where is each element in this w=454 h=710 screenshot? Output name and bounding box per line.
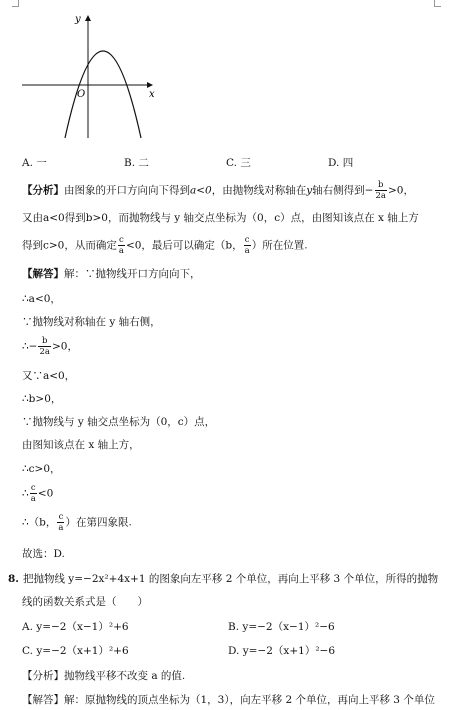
analysis-line-3: 得到c>0，从而确定 $\frac{c}{a}$ <0，最后可以确定（b， $\frac{c}{a}$ ）所在位置. — [22, 235, 308, 256]
solution-line-9: ∴c>0， — [22, 463, 61, 475]
question-number: 8. — [8, 573, 19, 585]
option-b[interactable]: B. 二 — [124, 157, 149, 169]
q8-option-c[interactable]: C. y=−2（x+1）²+6 — [22, 645, 129, 657]
solution-line-4: ∴− $\frac{b}{2a}$ >0， — [22, 336, 78, 357]
option-c[interactable]: C. 三 — [226, 157, 251, 169]
option-a[interactable]: A. 一 — [22, 157, 47, 169]
parabola-graph — [20, 8, 170, 148]
solution-line-7: ∵抛物线与 y 轴交点坐标为（0，c）点， — [22, 416, 216, 428]
analysis-line-1: 【分析】由图象的开口方向向下得到a<0，由抛物线对称轴在y轴右侧得到− $\frac{b}{2a}$ >0， — [22, 180, 414, 201]
fraction: $\frac{c}{a}$ — [244, 235, 250, 256]
solution-line-2: ∴a<0， — [22, 293, 61, 305]
analysis-tag: 【分析】 — [22, 184, 64, 197]
origin-label: O — [77, 89, 86, 100]
solution-line-8: 由图知该点在 x 轴上方， — [22, 439, 140, 451]
analysis-line-2: 又由a<0得到b>0，而抛物线与 y 轴交点坐标为（0，c）点，由图知该点在 x 轴上方 — [22, 212, 419, 224]
q8-solution: 【解答】解：原抛物线的顶点坐标为（1，3），向左平移 2 个单位，再向上平移 3 个单位 — [22, 694, 435, 706]
option-d[interactable]: D. 四 — [328, 157, 354, 169]
answer-line: 故选：D. — [22, 548, 65, 560]
q8-option-a[interactable]: A. y=−2（x−1）²+6 — [22, 621, 129, 633]
fraction: $\frac{c}{a}$ — [58, 512, 64, 533]
fraction: $\frac{b}{2a}$ — [375, 180, 386, 201]
solution-tag: 【解答】 — [22, 268, 64, 280]
fraction: $\frac{c}{a}$ — [118, 235, 124, 256]
solution-line-10: ∴ $\frac{c}{a}$ <0 — [22, 483, 54, 504]
solution-line-1: 【解答】解：∵抛物线开口方向向下， — [22, 268, 201, 280]
q8-option-d[interactable]: D. y=−2（x+1）²−6 — [228, 645, 336, 657]
q8-option-b[interactable]: B. y=−2（x−1）²−6 — [228, 621, 335, 633]
x-axis-label: x — [149, 89, 155, 100]
q8-stem-line-1: 8. 把抛物线 y=−2x²+4x+1 的图象向左平移 2 个单位，再向上平移 3 个单位，所得的抛物 — [8, 573, 439, 585]
corner-mark-tr — [434, 0, 441, 7]
solution-line-6: ∴b>0， — [22, 393, 62, 405]
solution-line-5: 又∵a<0， — [22, 370, 76, 382]
y-axis-label: y — [75, 14, 81, 25]
corner-mark-tl — [12, 0, 19, 7]
solution-line-11: ∴（b， $\frac{c}{a}$ ）在第四象限. — [22, 512, 132, 533]
q8-analysis: 【分析】抛物线平移不改变 a 的值. — [22, 670, 186, 682]
fraction: $\frac{b}{2a}$ — [39, 336, 50, 357]
solution-line-3: ∵抛物线对称轴在 y 轴右侧， — [22, 316, 161, 328]
fraction: $\frac{c}{a}$ — [30, 483, 36, 504]
q8-stem-line-2: 线的函数关系式是（ ） — [22, 596, 148, 608]
